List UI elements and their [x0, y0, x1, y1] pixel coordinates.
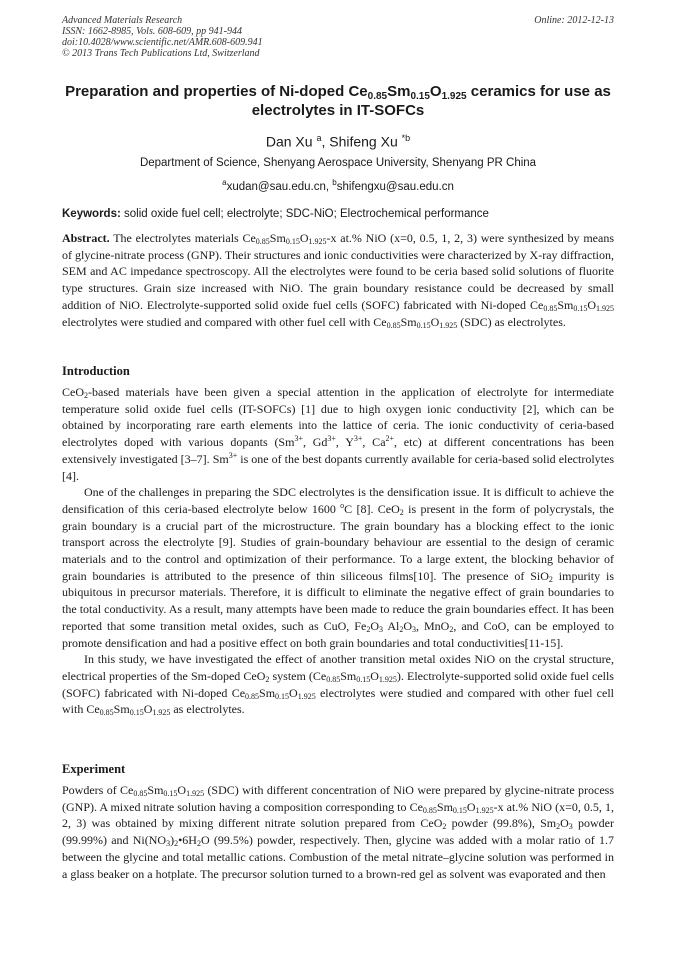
doi: doi:10.4028/www.scientific.net/AMR.608-609.941: [62, 37, 263, 48]
section-heading-introduction: Introduction: [62, 364, 130, 378]
abstract: Abstract. The electrolytes materials $Ce_{0.85}Sm_{0.15}O_{1.925}-x$ at.% NiO (x=0, 0.5, 1, 2, 3) were synthesized by means of glycine-nitrate process (GNP). Their structures and ionic conductivities were characterized by X-ray diffraction, SEM and AC impedance spectroscopy. All the electrolytes were found to be ceria based solid solutions of fluorite type structures. Grain size increased with NiO. The grain boundary resistance could be decreased by small addition of NiO. Electrolyte-supported solid oxide fuel cells (SOFC) fabricated with Ni-doped $Ce_{0.85}Sm_{0.15}O_{1.925}$ electrolytes were studied and compared with other fuel cell with $Ce_{0.85}Sm_{0.15}O_{1.925}$ (SDC) as electrolytes.: [62, 231, 614, 330]
affiliation: Department of Science, Shenyang Aerospace University, Shenyang PR China: [139, 157, 537, 169]
section-heading-experiment: Experiment: [62, 762, 126, 776]
author-2: Shifeng Xu: [329, 133, 398, 150]
journal-name: Advanced Materials Research: [62, 15, 183, 26]
issn: ISSN: 1662-8985, Vols. 608-609, pp 941-944: [62, 26, 242, 37]
experiment-body: [62, 782, 614, 882]
author-1: Dan Xu: [265, 133, 313, 150]
intro-paragraph-3: In this study, we have investigated the effect of another transition metal oxides NiO on the crystal structure, electrical properties of the Sm-doped CeO$_2$ system $(Ce_{0.85}Sm_{0.15}O_{1.925})$. Electrolyte-supported solid oxide fuel cells (SOFC) fabricated with Ni-doped $Ce_{0.85}Sm_{0.15}O_{1.925}$ electrolytes were studied and compared with other fuel cell with $Ce_{0.85}Sm_{0.15}O_{1.925}$ as electrolytes.: [62, 652, 614, 718]
journal-header: [62, 15, 263, 59]
email-link-b[interactable]: shifengxu@sau.edu.cn: [336, 180, 454, 193]
copyright: © 2013 Trans Tech Publications Ltd, Switzerland: [62, 48, 260, 59]
introduction-body: [62, 384, 614, 718]
intro-paragraph-1: CeO$_2$-based materials have been given a special attention in the application of electrolyte for intermediate temperature solid oxide fuel cells (IT-SOFCs) [1] due to high oxygen ionic conductivity [2], which can be obtained by incorporating rare earth elements into the lattice of ceria. The ionic conductivity of ceria-based electrolytes doped with various dopants ($Sm^{3+}$, $Gd^{3+}$, $Y^{3+}$, $Ca^{2+}$, etc) at different concentrations has been extensively investigated [3–7]. $Sm^{3+}$ is one of the best dopants currently available for ceria-based solid electrolytes [4].: [62, 385, 614, 483]
email-link-a[interactable]: xudan@sau.edu.cn,: [226, 180, 333, 193]
author-emails: $^a$xudan@sau.edu.cn, $^b$shifengxu@sau.edu.cn: [222, 178, 454, 193]
author-list: Dan Xu $^a$, Shifeng Xu $^{*b}$: [265, 133, 411, 150]
intro-paragraph-2: One of the challenges in preparing the SDC electrolytes is the densification issue. It is difficult to achieve the densification of this ceria-based electrolyte below 1600 $^o$C [8]. CeO$_2$ is present in the form of polycrystals, the grain boundary is a crucial part of the microstructure. The grain boundary has a blocking effect to the ionic transport across the electrolyte [9]. Studies of grain-boundary behaviour are essential to the design of ceramic materials and to the control and optimization of their performance. To a large extent, the blocking behavior of grain boundaries is attributed to the presence of thin siliceous films[10]. The presence of SiO$_2$ impurity is ubiquitous in precursor materials. Therefore, it is difficult to eliminate the negative effect of grain boundaries to the total conductivity. As a result, many attempts have been made to reduce the grain boundaries effect. It has been reported that some transition metal oxides, such as CuO, $Fe_2O_3$ $Al_2O_3$, MnO$_2$, and CoO, can be employed to promote densification and had a positive effect on both grain boundaries and total conductivities[11-15].: [62, 485, 614, 650]
keywords: Keywords: solid oxide fuel cell; electrolyte; SDC-NiO; Electrochemical performance: [62, 208, 489, 220]
online-date: Online: 2012-12-13: [534, 15, 614, 26]
experiment-paragraph-1: Powders of $Ce_{0.85}Sm_{0.15}O_{1.925}$ (SDC) with different concentration of NiO were prepared by glycine-nitrate process (GNP). A mixed nitrate solution having a composition corresponding to $Ce_{0.85}Sm_{0.15}O_{1.925}-x$ at.% NiO (x=0, 0.5, 1, 2, 3) was obtained by mixing different nitrate solution prepared from CeO$_2$ powder (99.8%), $Sm_2O_3$ powder (99.99%) and $Ni(NO_3)_2•6H_2O$ (99.5%) powder, respectively. Then, glycine was added with a molar ratio of 1.7 between the glycine and total metallic cations. Combustion of the metal nitrate–glycine solution was performed in a glass beaker on a hotplate. The precursor solution turned to a brown-red gel as solvent was evaporated and then: [62, 783, 614, 881]
paper-title: Preparation and properties of Ni-doped $Ce_{0.85}Sm_{0.15}O_{1.925}$ ceramics for use as electrolytes in IT-SOFCs: [65, 83, 611, 119]
